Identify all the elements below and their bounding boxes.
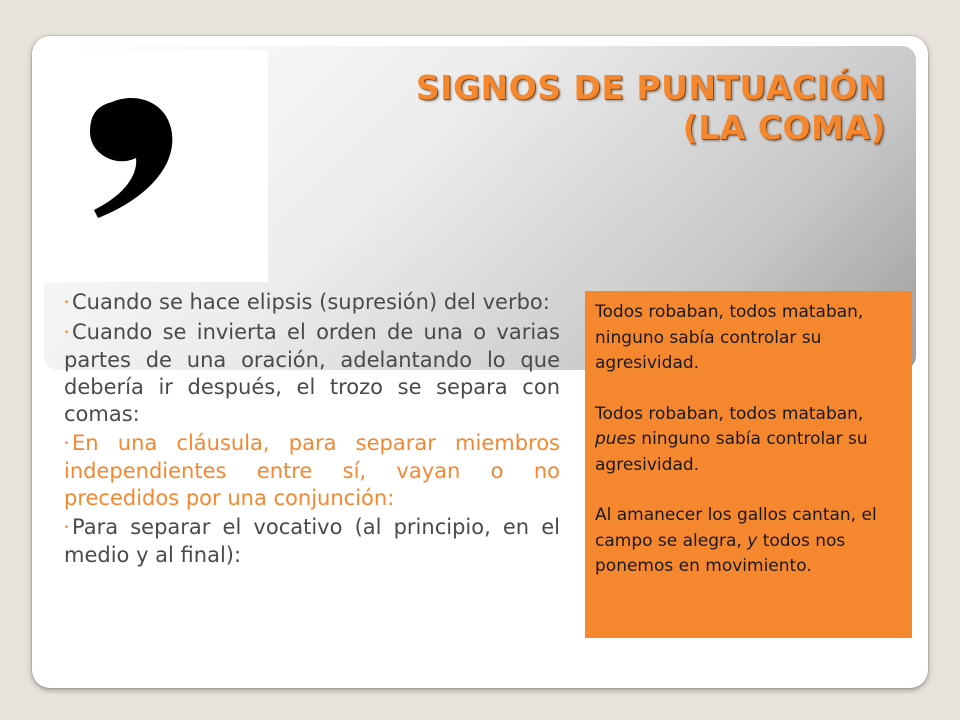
example-2-text-end: ninguno sabía controlar su agresividad. bbox=[595, 429, 868, 475]
title-line-1: SIGNOS DE PUNTUACIÓN bbox=[415, 68, 886, 107]
title-line-2: (LA COMA) bbox=[682, 108, 886, 147]
bullet-text: Cuando se hace elipsis (supresión) del verbo: bbox=[72, 290, 550, 314]
bullet-text: Cuando se invierta el orden de una o varias partes de una oración, adelantando lo que debería ir después, el trozo se separa con comas: bbox=[64, 320, 560, 426]
bullet-item bbox=[64, 319, 560, 428]
example-3-italic: y bbox=[747, 530, 758, 551]
bullet-text: Para separar el vocativo (al principio, en el medio y al final): bbox=[64, 515, 560, 567]
bullet-dot-icon: • bbox=[64, 523, 70, 533]
example-2 bbox=[595, 402, 902, 479]
bullet-item bbox=[64, 289, 560, 317]
example-1: Todos robaban, todos mataban, ninguno sabía controlar su agresividad. bbox=[595, 302, 864, 373]
example-3-text: Al amanecer los gallos cantan, el campo se alegra, bbox=[595, 505, 877, 551]
bullet-dot-icon: • bbox=[64, 298, 70, 308]
comma-image bbox=[44, 50, 268, 282]
example-3 bbox=[595, 503, 902, 580]
example-2-text: Todos robaban, todos mataban, bbox=[595, 403, 864, 424]
bullet-text: En una cláusula, para separar miembros independientes entre sí, vayan o no precedidos por una conjunción: bbox=[64, 431, 560, 510]
slide-title bbox=[326, 68, 886, 148]
comma-icon bbox=[44, 50, 268, 282]
bullet-dot-icon: • bbox=[64, 328, 70, 338]
bullet-item bbox=[64, 514, 560, 569]
bullet-list bbox=[64, 289, 560, 571]
bullet-dot-icon: • bbox=[64, 439, 70, 449]
example-3-text-end: todos nos ponemos en movimiento. bbox=[595, 530, 846, 576]
example-2-italic: pues bbox=[595, 429, 636, 449]
examples-box bbox=[585, 291, 912, 638]
bullet-item bbox=[64, 430, 560, 512]
